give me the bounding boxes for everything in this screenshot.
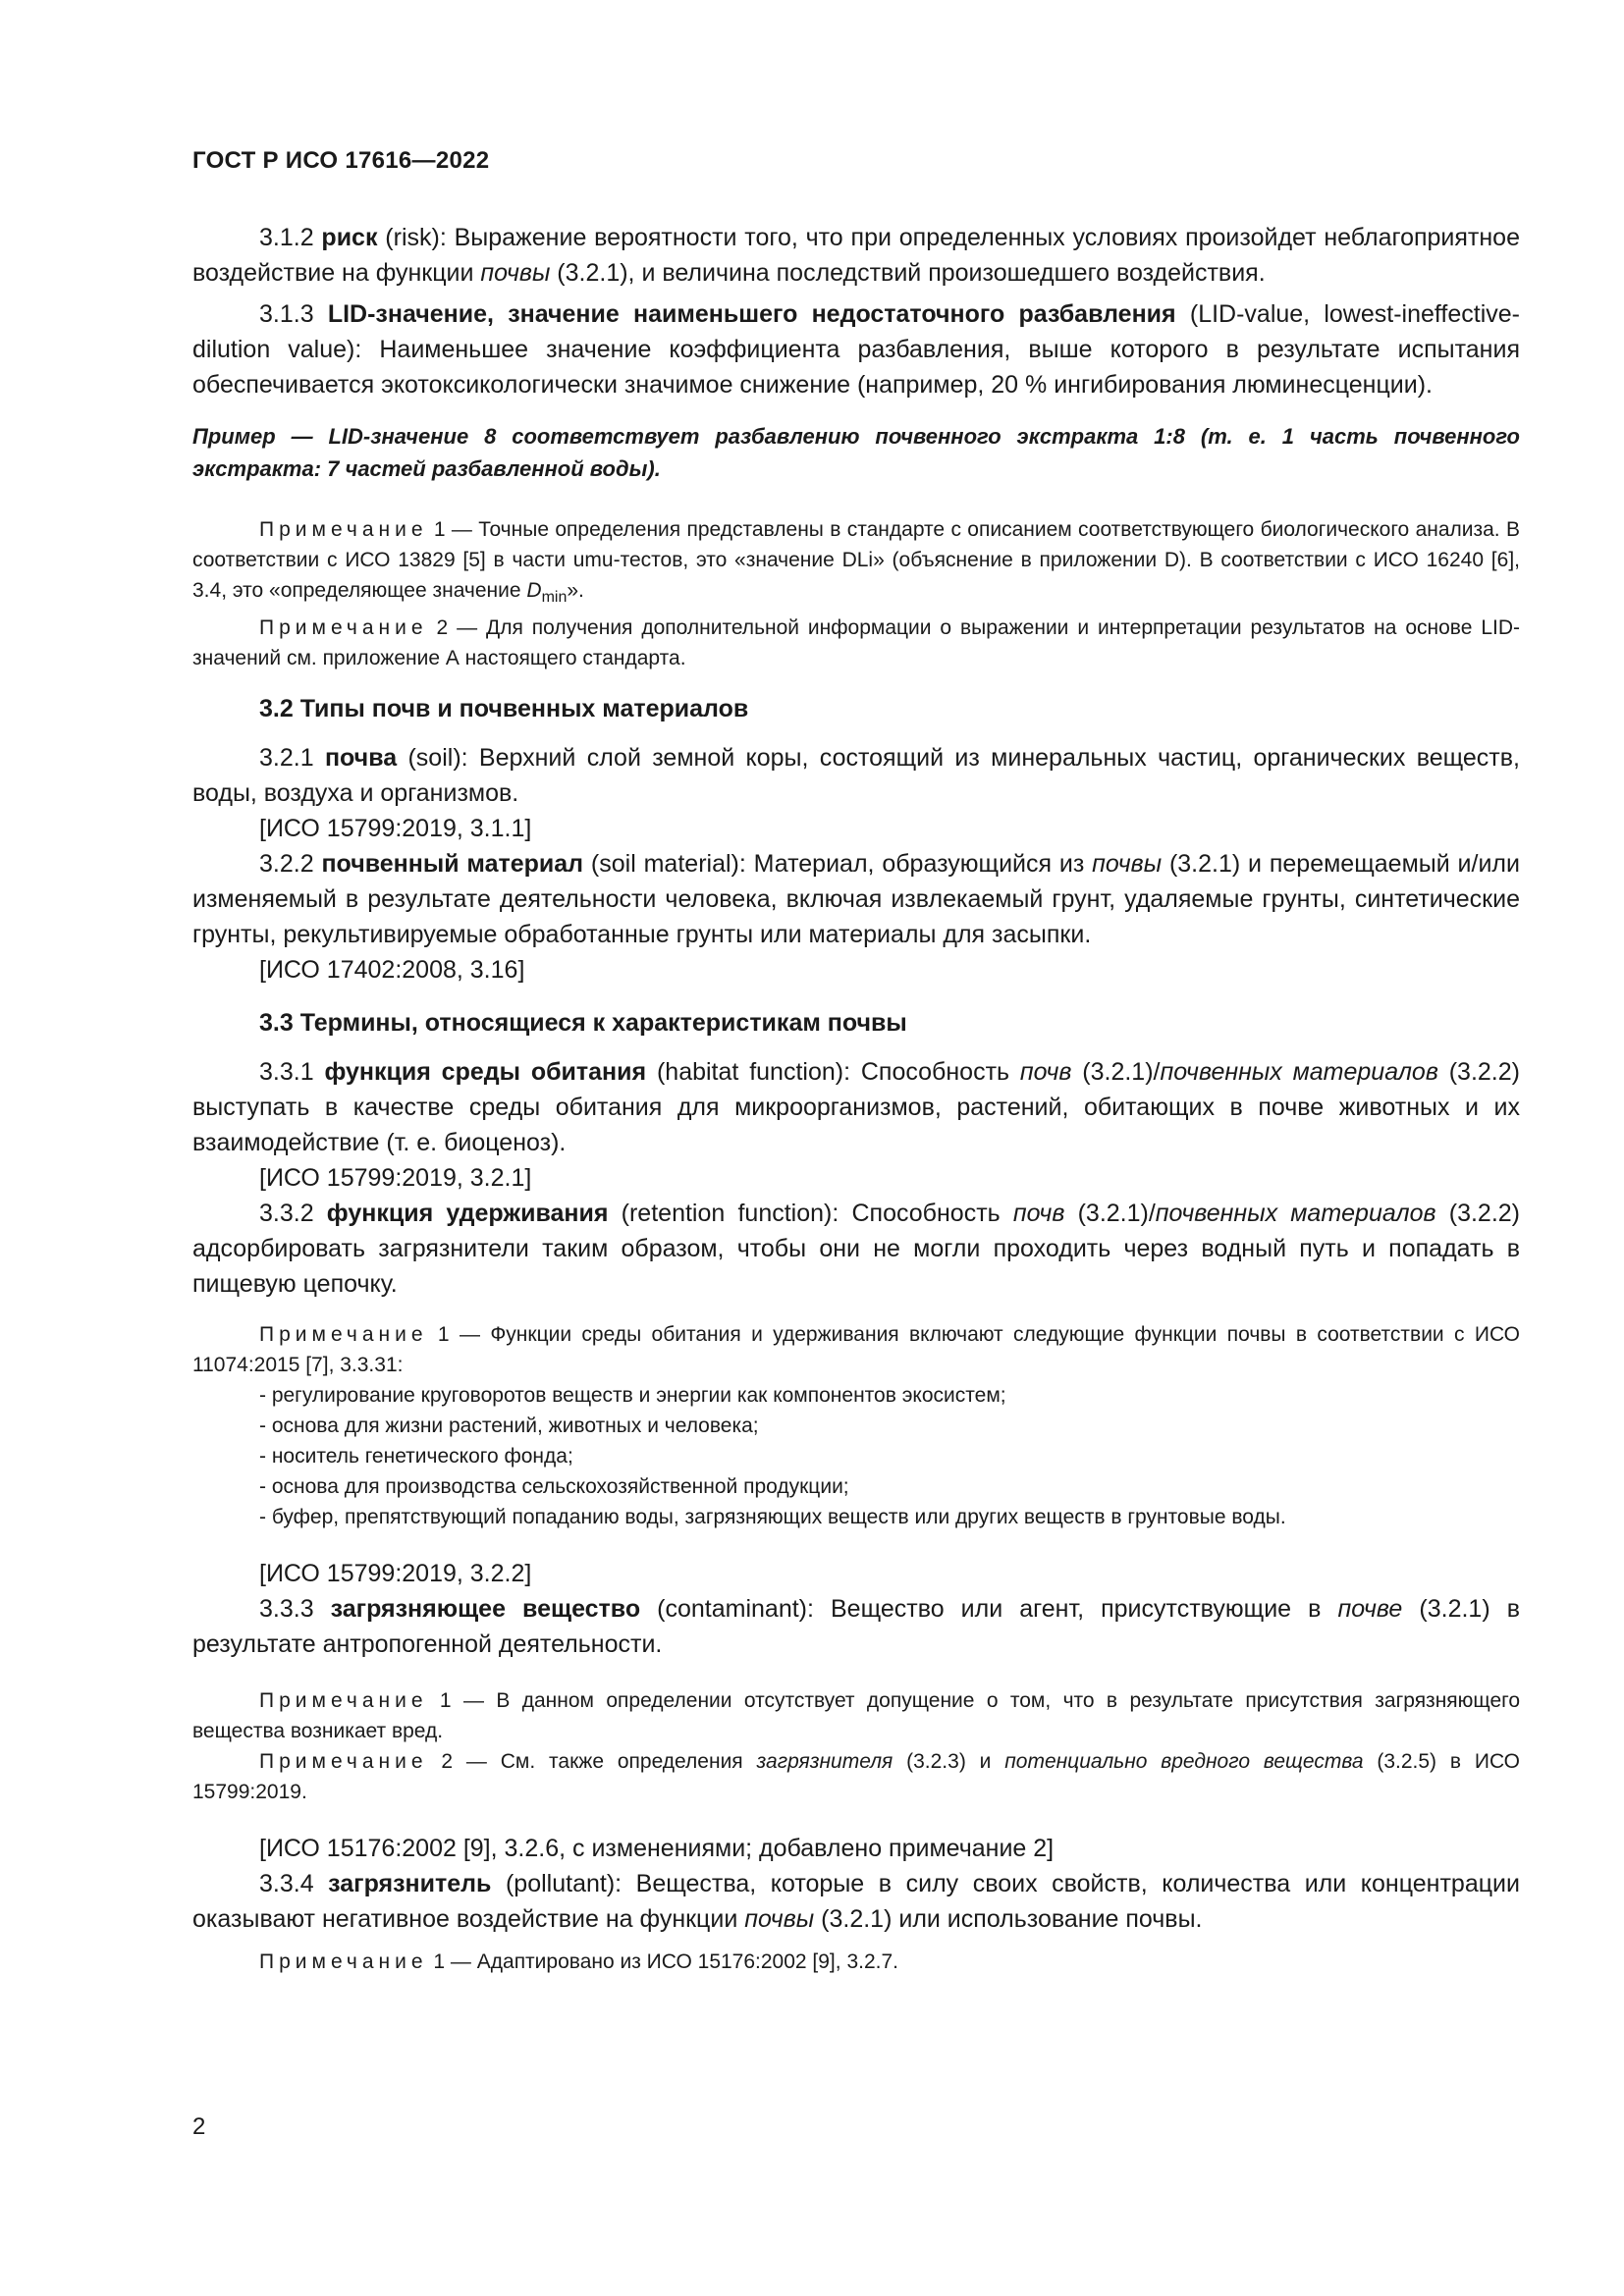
list-item: - основа для производства сельскохозяйственной продукции;: [259, 1475, 849, 1499]
term-text: (LID-value, lowest-ineffective-dilution value): Наименьшее значение коэффициента разбавления, выше которого в результате испытания обеспечивается экотоксикологически значимое снижение (например, 20 % ингибирования люминесценции).: [192, 300, 1520, 399]
term-xref: почвенных материалов: [1155, 1200, 1436, 1228]
term-3-1-2: [192, 220, 1520, 291]
term-number: 3.3.4: [259, 1870, 329, 1898]
term-3-2-2: [192, 846, 1520, 952]
note-text: Точные определения представлены в стандарте с описанием соответствующего биологического анализа. В соответствии с ИСО 13829 [5] в части umu-тестов, это «значение DLi» (объяснение в приложении D). В соответствии с ИСО 16240 [6], 3.4, это «определяющее значение: [192, 518, 1520, 602]
note-3-1-3-1: [192, 514, 1520, 613]
term-name: почва: [324, 744, 398, 773]
note-3-3-3-1: [192, 1685, 1520, 1746]
term-xref: почвы: [480, 259, 551, 287]
term-number: 3.2.2: [259, 850, 322, 879]
symbol-d: D: [526, 579, 542, 602]
term-text: (3.2.2) адсорбировать загрязнители таким образом, чтобы они не могли проходить через водный путь и попадать в пищевую цепочку.: [192, 1200, 1520, 1299]
note-label: Примечание: [259, 1689, 428, 1713]
note-number: 1 —: [427, 518, 479, 541]
term-3-2-1-source: [ИСО 15799:2019, 3.1.1]: [259, 815, 532, 843]
term-name: LID-значение, значение наименьшего недостаточного разбавления: [327, 300, 1176, 328]
note-text: Адаптировано из ИСО 15176:2002 [9], 3.2.7.: [476, 1950, 898, 1974]
term-text: (3.2.1) и перемещаемый и/или изменяемый в результате деятельности человека, включая извлекаемый грунт, удаляемые грунты, синтетические грунты, рекультивируемые обработанные грунты или материалы для засыпки.: [192, 850, 1520, 949]
term-number: 3.2.1: [259, 744, 325, 773]
note-3-3-2-1: [192, 1319, 1520, 1380]
note-3-3-4-1: [192, 1947, 1520, 1977]
term-text: (contaminant): Вещество или агент, присутствующие в: [640, 1595, 1338, 1624]
term-3-3-1: [192, 1054, 1520, 1160]
term-3-2-1: [192, 740, 1520, 811]
term-text: (risk): Выражение вероятности того, что при определенных условиях произойдет неблагоприятное воздействие на функции: [192, 224, 1520, 287]
note-number: 1 —: [427, 1950, 477, 1974]
note-label: Примечание: [259, 1750, 428, 1774]
page-number: 2: [192, 2113, 206, 2140]
list-item: - регулирование круговоротов веществ и энергии как компонентов экосистем;: [259, 1384, 1006, 1408]
note-label: Примечание: [259, 616, 428, 640]
note-text: ».: [567, 579, 584, 602]
section-3-2-heading: 3.2 Типы почв и почвенных материалов: [259, 695, 749, 723]
term-xref: почве: [1337, 1595, 1403, 1624]
note-label: Примечание: [259, 1323, 428, 1347]
term-text: (3.2.2) выступать в качестве среды обитания для микроорганизмов, растений, обитающих в почве животных и их взаимодействие (т. е. биоценоз).: [192, 1058, 1520, 1157]
note-number: 1 —: [427, 1323, 491, 1347]
term-text: (3.2.1), и величина последствий произошедшего воздействия.: [550, 259, 1266, 287]
note-xref: загрязнителя: [756, 1750, 893, 1774]
note-text: См. также определения: [500, 1750, 757, 1774]
term-number: 3.3.2: [259, 1200, 327, 1228]
term-3-3-3-source: [ИСО 15176:2002 [9], 3.2.6, с изменениями; добавлено примечание 2]: [259, 1835, 1055, 1863]
note-number: 1 —: [427, 1689, 497, 1713]
term-name: загрязняющее вещество: [330, 1595, 641, 1624]
term-3-3-3: [192, 1591, 1520, 1662]
term-name: загрязнитель: [328, 1870, 492, 1898]
note-text: Для получения дополнительной информации о выражении и интерпретации результатов на основе LID-значений см. приложение А настоящего стандарта.: [192, 616, 1520, 670]
list-item: - буфер, препятствующий попаданию воды, загрязняющих веществ или других веществ в грунтовые воды.: [259, 1506, 1286, 1529]
doc-header: ГОСТ Р ИСО 17616—2022: [192, 147, 490, 174]
example-3-1-3: Пример — LID-значение 8 соответствует разбавлению почвенного экстракта 1:8 (т. е. 1 часть почвенного экстракта: 7 частей разбавленной воды).: [192, 424, 1520, 481]
note-text: (3.2.5) в ИСО 15799:2019.: [192, 1750, 1521, 1804]
note-text: В данном определении отсутствует допущение о том, что в результате присутствия загрязняющего вещества возникает вред.: [192, 1689, 1521, 1743]
list-item: - носитель генетического фонда;: [259, 1445, 573, 1468]
term-text: (soil): Верхний слой земной коры, состоящий из минеральных частиц, органических веществ, воды, воздуха и организмов.: [192, 744, 1520, 808]
list-item: - основа для жизни растений, животных и человека;: [259, 1415, 759, 1438]
term-name: риск: [321, 224, 378, 251]
term-text: (habitat function): Способность: [646, 1058, 1020, 1087]
document-body: [192, 220, 1520, 1977]
term-name: функция среды обитания: [324, 1058, 647, 1087]
note-number: 2 —: [427, 1750, 501, 1774]
note-label: Примечание: [259, 518, 428, 541]
term-xref: почвенных материалов: [1160, 1058, 1438, 1087]
term-text: (3.2.1)/: [1071, 1058, 1161, 1087]
term-number: 3.3.1: [259, 1058, 325, 1087]
term-text: (3.2.1) в результате антропогенной деятельности.: [192, 1595, 1520, 1659]
term-3-1-3: [192, 296, 1520, 402]
term-3-2-2-source: [ИСО 17402:2008, 3.16]: [259, 956, 525, 985]
section-3-3-heading: 3.3 Термины, относящиеся к характеристикам почвы: [259, 1009, 907, 1038]
term-3-3-2: [192, 1196, 1520, 1302]
note-text: Функции среды обитания и удерживания включают следующие функции почвы в соответствии с ИСО 11074:2015 [7], 3.3.31:: [192, 1323, 1520, 1377]
note-xref: потенциально вредного вещества: [1004, 1750, 1364, 1774]
term-xref: почв: [1012, 1200, 1065, 1228]
term-number: 3.3.3: [259, 1595, 331, 1624]
term-number: 3.1.2: [259, 224, 322, 251]
symbol-subscript: min: [541, 589, 568, 607]
term-text: (soil material): Материал, образующийся из: [583, 850, 1093, 879]
note-number: 2 —: [427, 616, 486, 640]
term-name: функция удерживания: [326, 1200, 609, 1228]
term-number: 3.1.3: [259, 300, 328, 328]
term-text: (pollutant): Вещества, которые в силу своих свойств, количества или концентрации оказывают негативное воздействие на функции: [192, 1870, 1520, 1934]
term-3-3-4: [192, 1866, 1520, 1937]
term-3-3-2-source: [ИСО 15799:2019, 3.2.2]: [259, 1560, 532, 1588]
function-list: [192, 1380, 1520, 1532]
note-label: Примечание: [259, 1950, 428, 1974]
term-text: (retention function): Способность: [608, 1200, 1013, 1228]
note-3-3-3-2: [192, 1746, 1520, 1807]
note-text: (3.2.3) и: [893, 1750, 1005, 1774]
term-text: (3.2.1)/: [1064, 1200, 1156, 1228]
note-3-1-3-2: [192, 613, 1520, 673]
term-xref: почвы: [744, 1905, 815, 1934]
term-name: почвенный материал: [321, 850, 584, 879]
term-3-3-1-source: [ИСО 15799:2019, 3.2.1]: [259, 1164, 532, 1193]
term-text: (3.2.1) или использование почвы.: [814, 1905, 1203, 1934]
term-xref: почв: [1019, 1058, 1072, 1087]
term-xref: почвы: [1092, 850, 1163, 879]
